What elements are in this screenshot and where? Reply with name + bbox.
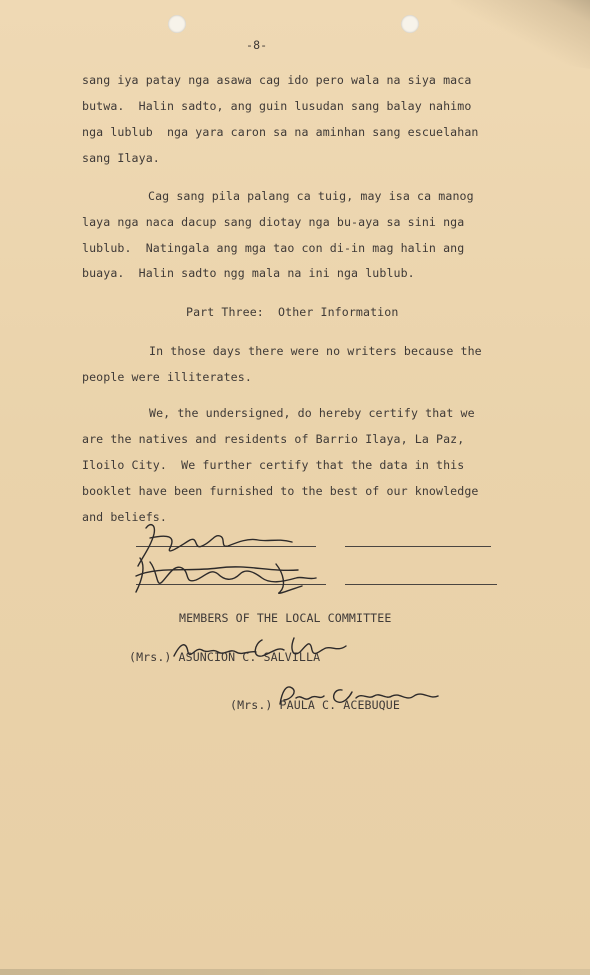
paragraph-4-line-5: and beliefs.	[82, 510, 167, 524]
paragraph-4-line-4: booklet have been furnished to the best of our knowledge	[82, 484, 479, 498]
page-number: -8-	[246, 38, 268, 52]
page-corner-shadow	[445, 0, 590, 71]
paragraph-2-line-2: laya nga naca dacup sang diotay nga bu-aya sa sini nga	[82, 215, 465, 229]
member-1-signature	[170, 630, 350, 666]
member-1-name: (Mrs.) ASUNCION C. SALVILLA	[129, 650, 321, 664]
member-2-name: (Mrs.) PAULA C. ACEBUQUE	[230, 698, 400, 712]
committee-heading: MEMBERS OF THE LOCAL COMMITTEE	[179, 611, 392, 625]
paragraph-4-line-3: Iloilo City. We further certify that the data in this	[82, 458, 465, 472]
paragraph-1-line-2: butwa. Halin sadto, ang guin lusudan sang balay nahimo	[82, 99, 472, 113]
paragraph-1-line-1: sang iya patay nga asawa cag ido pero wala na siya maca	[82, 73, 472, 87]
paragraph-2-line-1: Cag sang pila palang ca tuig, may isa ca manog	[148, 189, 474, 203]
signature-scribble-2	[126, 552, 336, 602]
scan-bottom-strip	[0, 969, 590, 975]
paragraph-3-line-2: people were illiterates.	[82, 370, 252, 384]
signature-line-2b	[345, 584, 497, 585]
section-heading: Part Three: Other Information	[186, 305, 399, 319]
paragraph-4-line-1: We, the undersigned, do hereby certify that we	[149, 406, 475, 420]
paragraph-3-line-1: In those days there were no writers because the	[149, 344, 482, 358]
paragraph-2-line-4: buaya. Halin sadto ngg mala na ini nga lublub.	[82, 266, 415, 280]
punch-hole-left	[168, 15, 186, 33]
signature-line-1b	[345, 546, 491, 547]
member-2-signature	[272, 678, 442, 714]
paragraph-1-line-4: sang Ilaya.	[82, 151, 160, 165]
punch-hole-right	[401, 15, 419, 33]
paragraph-4-line-2: are the natives and residents of Barrio Ilaya, La Paz,	[82, 432, 465, 446]
paragraph-1-line-3: nga lublub nga yara caron sa na aminhan sang escuelahan	[82, 125, 479, 139]
paragraph-2-line-3: lublub. Natingala ang mga tao con di-in mag halin ang	[82, 241, 465, 255]
